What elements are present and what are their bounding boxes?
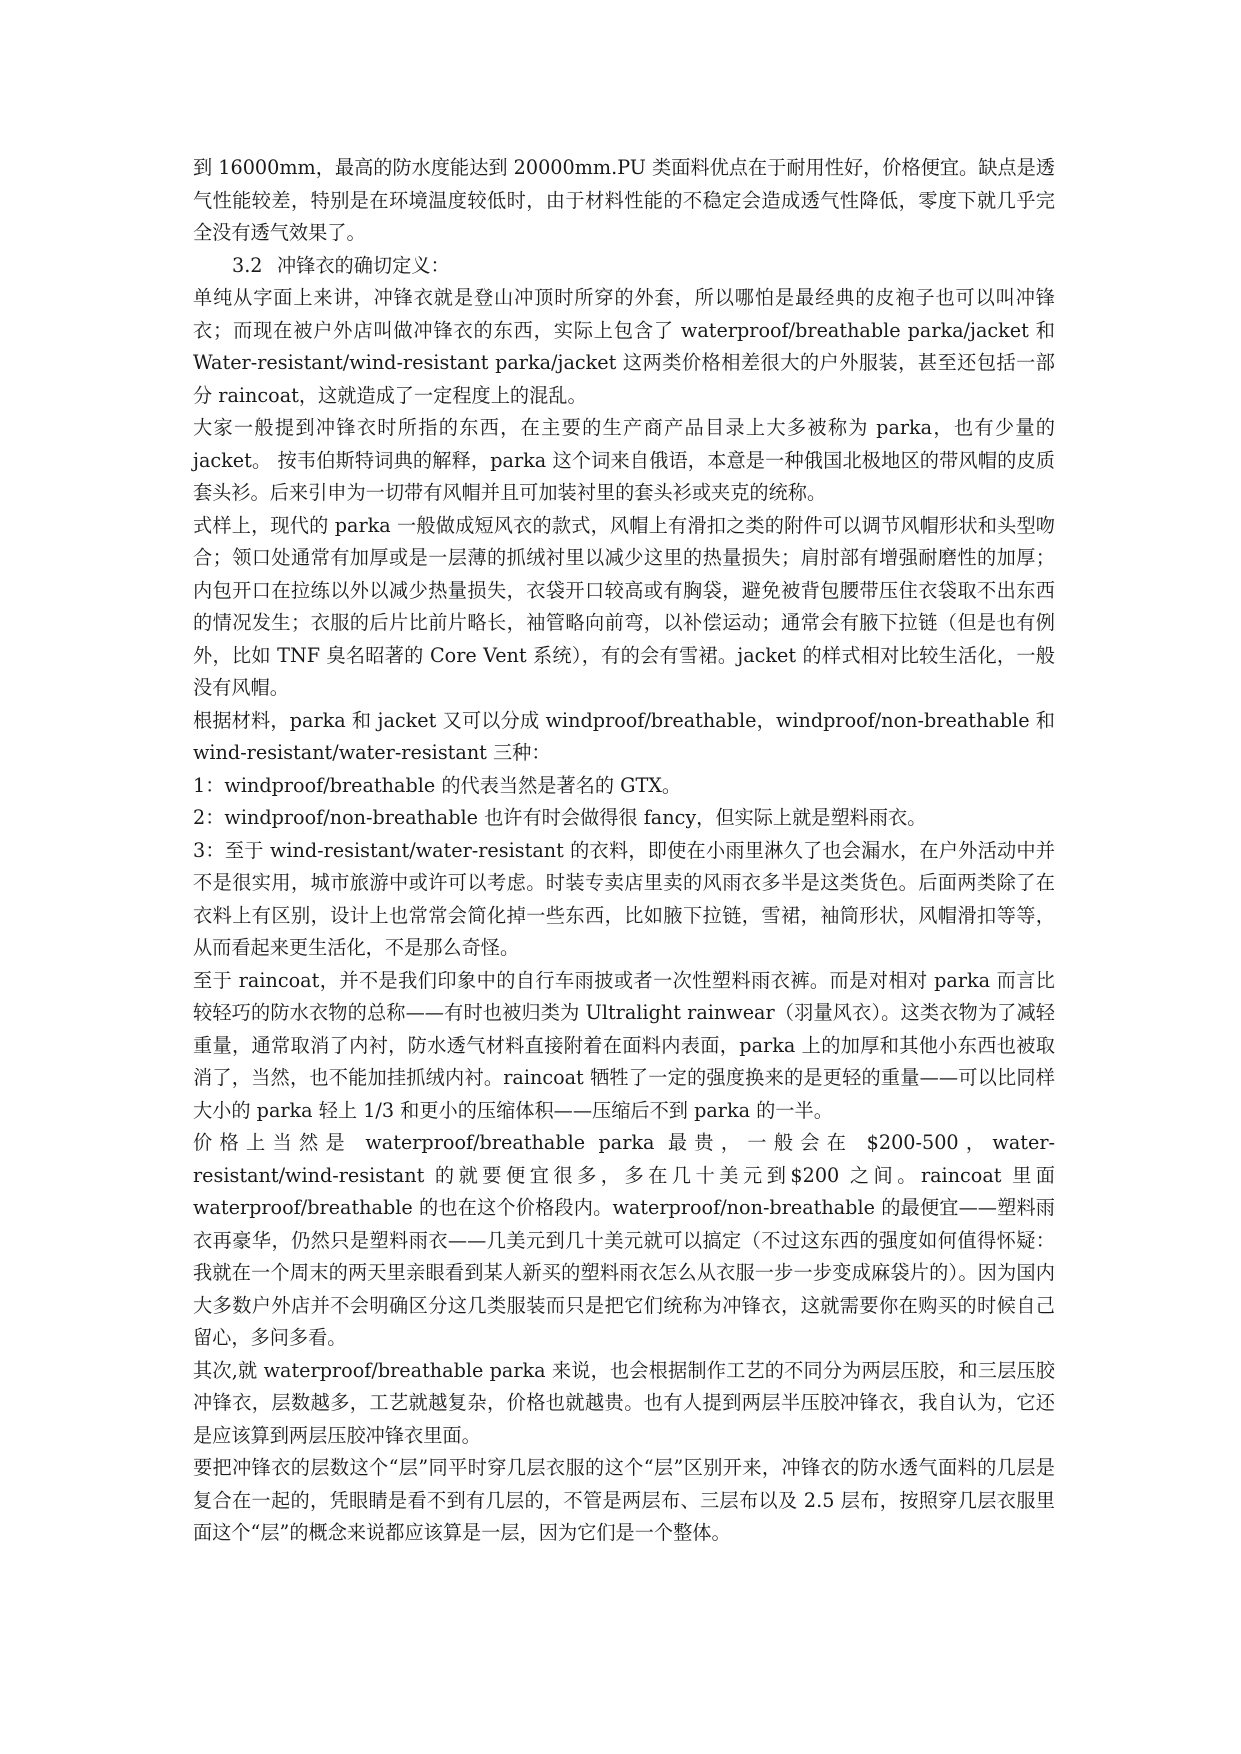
- paragraph-layers: 其次,就 waterproof/breathable parka 来说，也会根据制作工艺的不同分为两层压胶，和三层压胶冲锋衣，层数越多，工艺就越复杂，价格也就越贵。也有人提到两层半压胶冲锋衣，我自认为，它还是应该算到两层压胶冲锋衣里面。: [193, 1358, 1055, 1447]
- section-number: 3.2: [232, 253, 263, 277]
- section-heading: [193, 250, 1055, 283]
- section-title: 冲锋衣的确切定义：: [277, 253, 450, 277]
- document-body: [193, 152, 1055, 1550]
- list-item-1: 1：windproof/breathable 的代表当然是著名的 GTX。: [193, 773, 682, 797]
- paragraph-definition: 单纯从字面上来讲，冲锋衣就是登山冲顶时所穿的外套，所以哪怕是最经典的皮袍子也可以叫冲锋衣；而现在被户外店叫做冲锋衣的东西，实际上包含了 waterproof/breathable parka/jacket 和 Water-resistant/wind-resistant parka/jacket 这两类价格相差很大的户外服装，甚至还包括一部分 raincoat，这就造成了一定程度上的混乱。: [193, 286, 1055, 407]
- paragraph-pu-fabric: 到 16000mm，最高的防水度能达到 20000mm.PU 类面料优点在于耐用性好，价格便宜。缺点是透气性能较差，特别是在环境温度较低时，由于材料性能的不稳定会造成透气性降低，零度下就几乎完全没有透气效果了。: [193, 156, 1055, 244]
- list-item-2: 2：windproof/non-breathable 也许有时会做得很 fancy，但实际上就是塑料雨衣。: [193, 806, 927, 829]
- paragraph-material-types: 根据材料，parka 和 jacket 又可以分成 windproof/breathable，windproof/non-breathable 和 wind-resistant/water-resistant 三种：: [193, 708, 1055, 764]
- list-item-3: 3：至于 wind-resistant/water-resistant 的衣料，即使在小雨里淋久了也会漏水，在户外活动中并不是很实用，城市旅游中或许可以考虑。时装专卖店里卖的风雨衣多半是这类货色。后面两类除了在衣料上有区别，设计上也常常会简化掉一些东西，比如腋下拉链，雪裙，袖筒形状，风帽滑扣等等，从而看起来更生活化，不是那么奇怪。: [193, 838, 1055, 959]
- paragraph-price: 价格上当然是 waterproof/breathable parka 最贵，一般会在 $200-500，water-resistant/wind-resistant 的就要便宜很多，多在几十美元到$200 之间。raincoat 里面 waterproof/breathable 的也在这个价格段内。waterproof/non-breathable 的最便宜——塑料雨衣再豪华，仍然只是塑料雨衣——几美元到几十美元就可以搞定（不过这东西的强度如何值得怀疑：我就在一个周末的两天里亲眼看到某人新买的塑料雨衣怎么从衣服一步一步变成麻袋片的）。因为国内大多数户外店并不会明确区分这几类服装而只是把它们统称为冲锋衣，这就需要你在购买的时候自己留心，多问多看。: [193, 1131, 1055, 1349]
- paragraph-parka-style: 式样上，现代的 parka 一般做成短风衣的款式，风帽上有滑扣之类的附件可以调节风帽形状和头型吻合；领口处通常有加厚或是一层薄的抓绒衬里以减少这里的热量损失；肩肘部有增强耐磨性的加厚；内包开口在拉练以外以减少热量损失，衣袋开口较高或有胸袋，避免被背包腰带压住衣袋取不出东西的情况发生；衣服的后片比前片略长，袖管略向前弯，以补偿运动；通常会有腋下拉链（但是也有例外，比如 TNF 臭名昭著的 Core Vent 系统），有的会有雪裙。jacket 的样式相对比较生活化，一般没有风帽。: [193, 513, 1055, 699]
- paragraph-layer-concept: 要把冲锋衣的层数这个“层”同平时穿几层衣服的这个“层”区别开来，冲锋衣的防水透气面料的几层是复合在一起的，凭眼睛是看不到有几层的，不管是两层布、三层布以及 2.5 层布，按照穿几层衣服里面这个“层”的概念来说都应该算是一层，因为它们是一个整体。: [193, 1456, 1055, 1544]
- paragraph-raincoat: 至于 raincoat，并不是我们印象中的自行车雨披或者一次性塑料雨衣裤。而是对相对 parka 而言比较轻巧的防水衣物的总称——有时也被归类为 Ultralight rainwear（羽量风衣）。这类衣物为了减轻重量，通常取消了内衬，防水透气材料直接附着在面料内表面，parka 上的加厚和其他小东西也被取消了，当然，也不能加挂抓绒内衬。raincoat 牺牲了一定的强度换来的是更轻的重量——可以比同样大小的 parka 轻上 1/3 和更小的压缩体积——压缩后不到 parka 的一半。: [193, 968, 1055, 1122]
- paragraph-parka-origin: 大家一般提到冲锋衣时所指的东西，在主要的生产商产品目录上大多被称为 parka，也有少量的 jacket。 按韦伯斯特词典的解释，parka 这个词来自俄语，本意是一种俄国北极地区的带风帽的皮质套头衫。后来引申为一切带有风帽并且可加装衬里的套头衫或夹克的统称。: [193, 416, 1055, 504]
